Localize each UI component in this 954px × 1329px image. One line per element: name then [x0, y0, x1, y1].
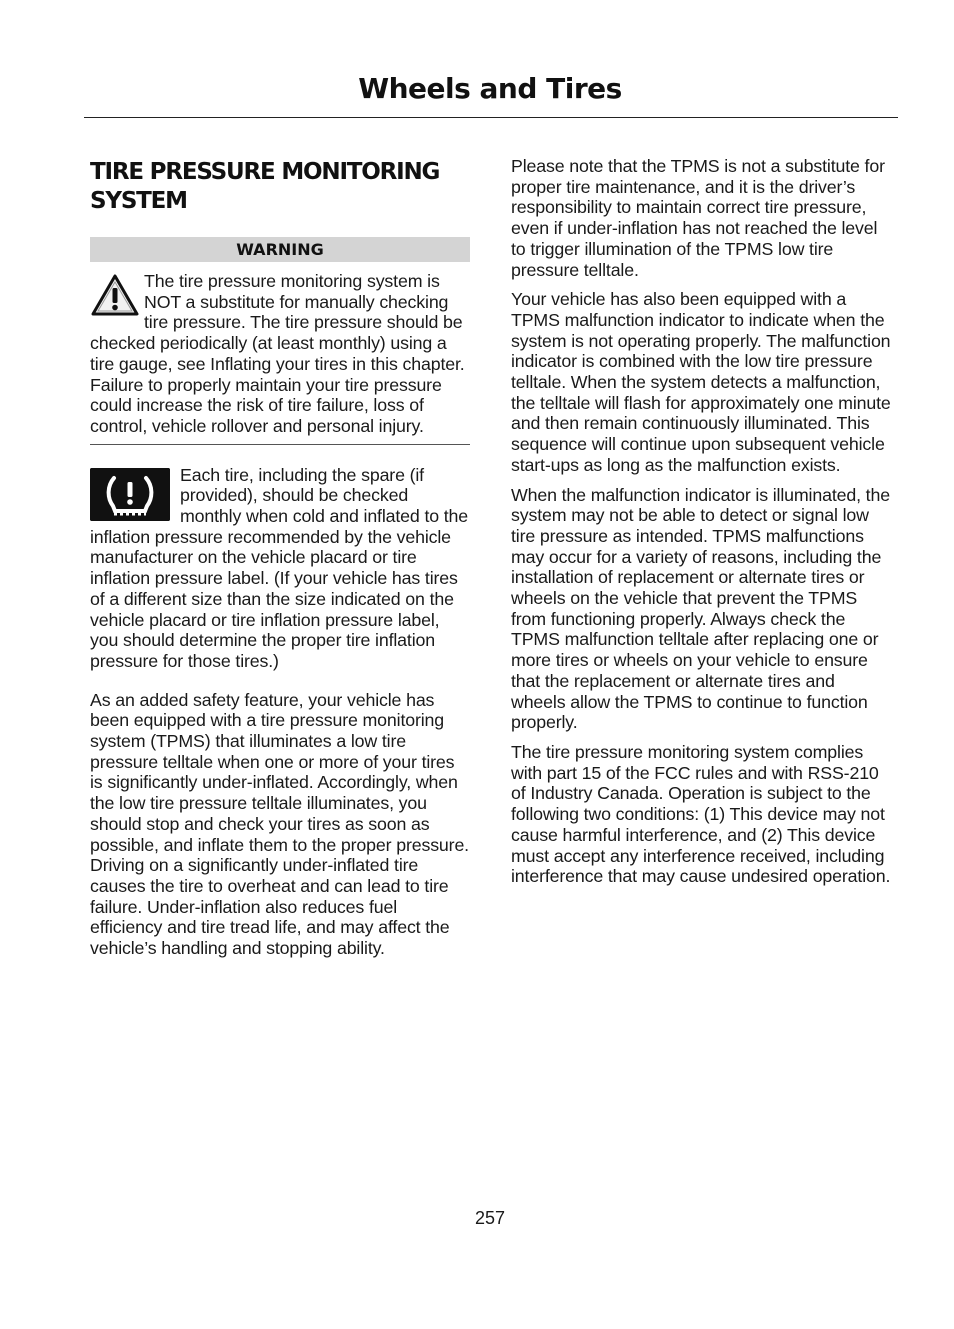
warning-text: The tire pressure monitoring system is NOT a substitute for manually checking tire pressure. The tire pressure should be checked periodically (at least monthly) using a tire gauge, see Inflating your tires in this chapter. Failure to properly maintain your tire pressure could increase the risk of tire failure, loss of control, vehicle rollover and personal injury.	[90, 271, 465, 436]
right-paragraph-2: Your vehicle has also been equipped with a TPMS malfunction indicator to indicate when the system is not operating properly. The malfunction indicator is combined with the low tire pressure telltale. When the system detects a malfunction, the telltale will flash for approximately one minute and then remain continuously illuminated. This sequence will continue upon subsequent vehicle start-ups as long as the malfunction exists.	[511, 289, 891, 475]
tpms-note-text: Each tire, including the spare (if provided), should be checked monthly when cold and inflated to the inflation pressure recommended by the vehicle manufacturer on the vehicle placard or tire inflation pressure label. (If your vehicle has tires of a different size than the size indicated on the vehicle placard or tire inflation pressure label, you should determine the proper tire inflation pressure for those tires.)	[90, 464, 469, 671]
section-title: TIRE PRESSURE MONITORING SYSTEM	[90, 159, 440, 214]
left-column	[90, 156, 470, 959]
left-paragraph: As an added safety feature, your vehicle has been equipped with a tire pressure monitoring system (TPMS) that illuminates a low tire pressure telltale when one or more of your tires is significantly under-inflated. Accordingly, when the low tire pressure telltale illuminates, you should stop and check your tires as soon as possible, and inflate them to the proper pressure. Driving on a significantly under-inflated tire causes the tire to overheat and can lead to tire failure. Under-inflation also reduces fuel efficiency and tire tread life, and may affect the vehicle’s handling and stopping ability.	[90, 689, 469, 959]
right-paragraph-4: The tire pressure monitoring system complies with part 15 of the FCC rules and with RSS-210 of Industry Canada. Operation is subject to the following two conditions: (1) This device may not cause harmful interference, and (2) This device must accept any interference received, including interference that may cause undesired operation.	[511, 741, 891, 887]
tpms-telltale-icon	[90, 468, 170, 521]
right-paragraph-1: Please note that the TPMS is not a substitute for proper tire maintenance, and it is the driver’s responsibility to maintain correct tire pressure, even if under-inflation has not reached the level to trigger illumination of the TPMS low tire pressure telltale.	[511, 156, 885, 280]
warning-divider	[90, 444, 470, 445]
warning-triangle-icon	[90, 273, 140, 317]
right-paragraph-3: When the malfunction indicator is illuminated, the system may not be able to detect or signal low tire pressure as intended. TPMS malfunctions may occur for a variety of reasons, including the installation of replacement or alternate tires or wheels on the vehicle that prevent the TPMS from functioning properly. Always check the TPMS malfunction telltale after replacing one or more tires or wheels on your vehicle to ensure that the replacement or alternate tires and wheels allow the TPMS to continue to function properly.	[511, 484, 890, 733]
tpms-note-block	[90, 465, 470, 672]
page-title: Wheels and Tires	[358, 72, 622, 105]
page-number: 257	[474, 1208, 506, 1228]
right-column	[511, 156, 893, 887]
header-divider	[84, 117, 898, 118]
warning-block	[90, 271, 470, 437]
warning-label: WARNING	[90, 237, 470, 262]
